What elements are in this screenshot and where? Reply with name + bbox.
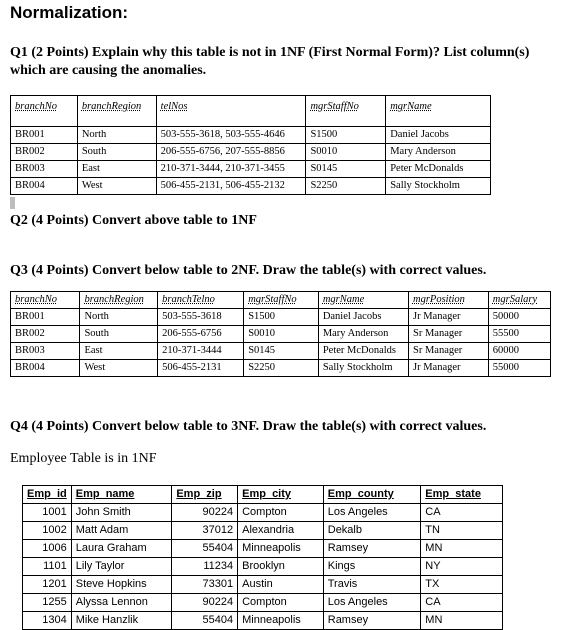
table-cell: 1006: [23, 540, 72, 558]
column-header: mgrName: [386, 96, 491, 127]
table-cell: Los Angeles: [323, 504, 421, 522]
table-cell: 503-555-3618: [158, 309, 244, 326]
table-cell: Compton: [238, 504, 324, 522]
column-header: mgrName: [318, 292, 408, 309]
table-cell: Alyssa Lennon: [71, 594, 172, 612]
table-cell: Steve Hopkins: [71, 576, 172, 594]
table-cell: Alexandria: [238, 522, 324, 540]
table-cell: John Smith: [71, 504, 172, 522]
table-cell: TN: [421, 522, 503, 540]
column-header: Emp_state: [421, 486, 503, 504]
table-cell: 50000: [488, 309, 550, 326]
employee-table: [22, 485, 503, 630]
table-cell: 1002: [23, 522, 72, 540]
table-cell: S0010: [244, 326, 319, 343]
column-header: mgrPosition: [408, 292, 488, 309]
table-cell: BR003: [11, 343, 80, 360]
table-cell: Minneapolis: [238, 612, 324, 630]
column-header: mgrSalary: [488, 292, 550, 309]
page-title: Normalization:: [10, 3, 129, 22]
table-cell: CA: [421, 594, 503, 612]
table-cell: Compton: [238, 594, 324, 612]
table-row: [11, 343, 551, 360]
table-row: [11, 178, 491, 195]
table-cell: Daniel Jacobs: [386, 127, 491, 144]
column-header: branchTelno: [158, 292, 244, 309]
table-cell: Jr Manager: [408, 309, 488, 326]
table-cell: S1500: [244, 309, 319, 326]
table-cell: Mary Anderson: [318, 326, 408, 343]
table-cell: 37012: [172, 522, 238, 540]
table-cell: Peter McDonalds: [386, 161, 491, 178]
q3-table: [10, 291, 551, 377]
table-cell: 206-555-6756, 207-555-8856: [156, 144, 306, 161]
table-cell: 1001: [23, 504, 72, 522]
q1-header-row: [11, 96, 491, 127]
table-row: [11, 309, 551, 326]
column-header: telNos: [156, 96, 306, 127]
table-cell: 55500: [488, 326, 550, 343]
table-cell: West: [77, 178, 156, 195]
table-cell: 11234: [172, 558, 238, 576]
table-cell: Ramsey: [323, 612, 421, 630]
table-cell: Sr Manager: [408, 343, 488, 360]
table-cell: Brooklyn: [238, 558, 324, 576]
column-header: branchNo: [11, 96, 78, 127]
q4-question: Q4 (4 Points) Convert below table to 3NF. Draw the table(s) with correct values.: [10, 419, 487, 434]
table-row: [11, 144, 491, 161]
table-cell: Laura Graham: [71, 540, 172, 558]
column-header: Emp_name: [71, 486, 172, 504]
table-cell: East: [77, 161, 156, 178]
table-cell: Dekalb: [323, 522, 421, 540]
table-cell: BR002: [11, 144, 78, 161]
table-cell: 60000: [488, 343, 550, 360]
table-cell: North: [77, 127, 156, 144]
table-cell: Kings: [323, 558, 421, 576]
table-cell: East: [80, 343, 158, 360]
table-cell: 506-455-2131, 506-455-2132: [156, 178, 306, 195]
table-cell: 1201: [23, 576, 72, 594]
table-cell: 55404: [172, 612, 238, 630]
table-cell: Lily Taylor: [71, 558, 172, 576]
table-cell: S0010: [306, 144, 386, 161]
column-header: branchNo: [11, 292, 80, 309]
table-cell: 1255: [23, 594, 72, 612]
column-header: Emp_city: [238, 486, 324, 504]
table-cell: South: [80, 326, 158, 343]
column-header: Emp_zip: [172, 486, 238, 504]
table-cell: Matt Adam: [71, 522, 172, 540]
table-cell: Mary Anderson: [386, 144, 491, 161]
table-row: [23, 522, 503, 540]
table-cell: Peter McDonalds: [318, 343, 408, 360]
table-cell: North: [80, 309, 158, 326]
table-cell: BR003: [11, 161, 78, 178]
table-cell: Sr Manager: [408, 326, 488, 343]
table-cell: Ramsey: [323, 540, 421, 558]
table-cell: Travis: [323, 576, 421, 594]
table-cell: 210-371-3444: [158, 343, 244, 360]
table-cell: 90224: [172, 594, 238, 612]
table-row: [11, 127, 491, 144]
table-cell: 55000: [488, 360, 550, 377]
text-cursor-marker: [10, 197, 15, 209]
table-cell: 206-555-6756: [158, 326, 244, 343]
table-cell: MN: [421, 612, 503, 630]
table-row: [23, 558, 503, 576]
table-row: [23, 504, 503, 522]
table-cell: BR002: [11, 326, 80, 343]
table-cell: Daniel Jacobs: [318, 309, 408, 326]
table-cell: CA: [421, 504, 503, 522]
table-row: [23, 540, 503, 558]
column-header: mgrStaffNo: [306, 96, 386, 127]
column-header: branchRegion: [80, 292, 158, 309]
employee-header-row: [23, 486, 503, 504]
table-cell: BR001: [11, 127, 78, 144]
table-cell: 1304: [23, 612, 72, 630]
table-cell: 73301: [172, 576, 238, 594]
table-cell: 55404: [172, 540, 238, 558]
table-cell: South: [77, 144, 156, 161]
table-cell: BR004: [11, 178, 78, 195]
column-header: Emp_county: [323, 486, 421, 504]
table-cell: TX: [421, 576, 503, 594]
q1-table: [10, 95, 491, 195]
table-row: [23, 612, 503, 630]
table-cell: 506-455-2131: [158, 360, 244, 377]
table-row: [11, 161, 491, 178]
table-cell: West: [80, 360, 158, 377]
table-cell: Austin: [238, 576, 324, 594]
q4-subtitle: Employee Table is in 1NF: [10, 451, 157, 466]
table-cell: 90224: [172, 504, 238, 522]
column-header: Emp_id: [23, 486, 72, 504]
table-row: [11, 360, 551, 377]
table-cell: MN: [421, 540, 503, 558]
table-cell: S0145: [306, 161, 386, 178]
table-cell: 1101: [23, 558, 72, 576]
table-row: [23, 576, 503, 594]
q3-question: Q3 (4 Points) Convert below table to 2NF. Draw the table(s) with correct values.: [10, 263, 487, 278]
table-cell: Sally Stockholm: [318, 360, 408, 377]
table-cell: Jr Manager: [408, 360, 488, 377]
q3-header-row: [11, 292, 551, 309]
table-cell: S0145: [244, 343, 319, 360]
table-cell: BR001: [11, 309, 80, 326]
table-cell: Sally Stockholm: [386, 178, 491, 195]
table-cell: S2250: [306, 178, 386, 195]
table-cell: BR004: [11, 360, 80, 377]
table-cell: S2250: [244, 360, 319, 377]
table-cell: Los Angeles: [323, 594, 421, 612]
table-row: [23, 594, 503, 612]
table-cell: Mike Hanzlik: [71, 612, 172, 630]
table-cell: Minneapolis: [238, 540, 324, 558]
table-row: [11, 326, 551, 343]
column-header: mgrStaffNo: [244, 292, 319, 309]
q1-question: Q1 (2 Points) Explain why this table is not in 1NF (First Normal Form)? List column(s) which are causing the anomalies.: [10, 45, 530, 78]
table-cell: 503-555-3618, 503-555-4646: [156, 127, 306, 144]
column-header: branchRegion: [77, 96, 156, 127]
table-cell: S1500: [306, 127, 386, 144]
q2-question: Q2 (4 Points) Convert above table to 1NF: [10, 213, 257, 228]
table-cell: 210-371-3444, 210-371-3455: [156, 161, 306, 178]
table-cell: NY: [421, 558, 503, 576]
